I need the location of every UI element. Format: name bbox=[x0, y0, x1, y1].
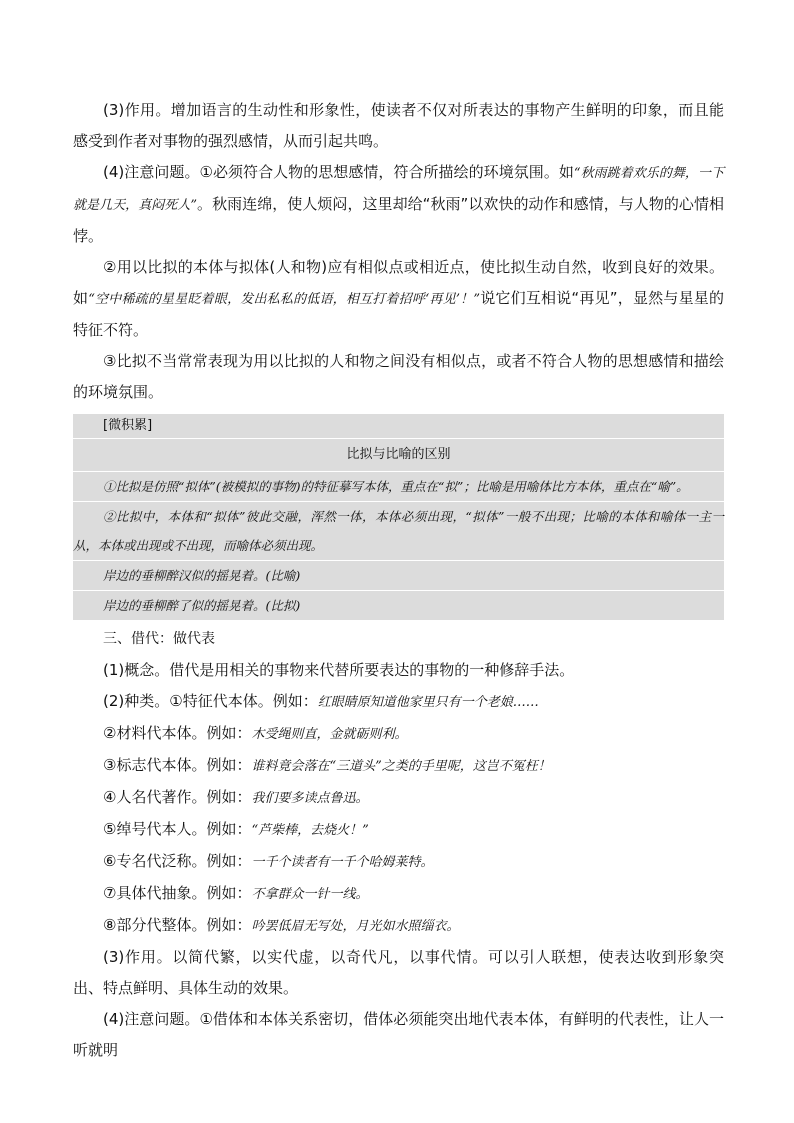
type-item: ②材料代本体。例如：木受绳则直，金就砺则利。 bbox=[103, 724, 408, 742]
box-row-3: 岸边的垂柳醉汉似的摇晃着。(比喻) bbox=[73, 561, 724, 591]
paragraph-notice-2 bbox=[73, 252, 724, 346]
section-heading: 三、借代：做代表 bbox=[103, 631, 215, 647]
paragraph-notice-3 bbox=[73, 346, 724, 408]
example-text: “芦柴棒，去烧火！” bbox=[251, 823, 369, 838]
type-item: ⑦具体代抽象。例如：不拿群众一针一线。 bbox=[103, 884, 369, 902]
example-text: 一千个读者有一千个哈姆莱特。 bbox=[251, 855, 434, 870]
types-list bbox=[73, 686, 724, 942]
example-text: 木受绳则直，金就砺则利。 bbox=[251, 727, 408, 742]
paragraph-notice bbox=[73, 157, 724, 252]
example-quote: “秋雨跳着欢乐的舞，一下就是几天，真闷死人” bbox=[73, 166, 724, 213]
paragraph-lead: ②用以比拟的本体与拟体(人和物)应有相似点或相近点，使比拟生动自然，收到良好的效果。如 bbox=[73, 258, 724, 307]
example-text: 吟罢低眉无写处，月光如水照缁衣。 bbox=[251, 919, 460, 934]
example-text: 我们要多读点鲁迅。 bbox=[251, 791, 369, 806]
document-body bbox=[73, 95, 724, 1066]
example-text: 红眼睛原知道他家里只有一个老娘…… bbox=[317, 695, 539, 710]
paragraph-concept: (1)概念。借代是用相关的事物来代替所要表达的事物的一种修辞手法。 bbox=[103, 661, 575, 679]
paragraph-text: (3)作用。增加语言的生动性和形象性，使读者不仅对所表达的事物产生鲜明的印象，而且能感受到作者对事物的强烈感情，从而引起共鸣。 bbox=[73, 101, 724, 150]
box-row-2: ②比拟中，本体和“拟体”彼此交融，浑然一体，本体必须出现，“拟体”一般不出现；比喻的本体和喻体一主一从，本体或出现或不出现，而喻体必须出现。 bbox=[73, 502, 724, 561]
box-row-1: ①比拟是仿照“拟体”(被模拟的事物)的特征摹写本体，重点在“拟”；比喻是用喻体比方本体，重点在“喻”。 bbox=[73, 472, 724, 502]
paragraph-effect-2: (3)作用。以简代繁，以实代虚，以奇代凡，以事代情。可以引人联想，使表达收到形象突出、特点鲜明、具体生动的效果。 bbox=[73, 948, 724, 997]
type-item: ⑤绰号代本人。例如：“芦柴棒，去烧火！” bbox=[103, 820, 369, 838]
paragraph-notice-4: (4)注意问题。①借体和本体关系密切，借体必须能突出地代表本体，有鲜明的代表性，让人一听就明 bbox=[73, 1010, 724, 1059]
example-text: 不拿群众一针一线。 bbox=[251, 887, 369, 902]
box-row-4: 岸边的垂柳醉了似的摇晃着。(比拟) bbox=[103, 598, 301, 613]
example-quote: “空中稀疏的星星眨着眼，发出私私的低语，相互打着招呼‘再见’！” bbox=[88, 292, 481, 307]
paragraph-tail: 说它们互相说“再见”，显然与星星的特征不符。 bbox=[73, 289, 724, 339]
type-item: ④人名代著作。例如：我们要多读点鲁迅。 bbox=[103, 788, 369, 806]
type-item: (2)种类。①特征代本体。例如：红眼睛原知道他家里只有一个老娘…… bbox=[103, 692, 539, 710]
paragraph-tail: 。秋雨连绵，使人烦闷，这里却给“秋雨”以欢快的动作和感情，与人物的心情相悖。 bbox=[73, 195, 724, 245]
box-tag: [微积累] bbox=[73, 414, 724, 439]
micro-accumulation-box bbox=[73, 414, 724, 620]
paragraph-lead: (4)注意问题。①必须符合人物的思想感情，符合所描绘的环境氛围。如 bbox=[103, 163, 574, 181]
type-item: ⑧部分代整体。例如：吟罢低眉无写处，月光如水照缁衣。 bbox=[103, 916, 460, 934]
type-item: ③标志代本体。例如：谁料竟会落在“三道头”之类的手里呢，这岂不冤枉！ bbox=[103, 756, 551, 774]
example-text: 谁料竟会落在“三道头”之类的手里呢，这岂不冤枉！ bbox=[251, 759, 551, 774]
type-item: ⑥专名代泛称。例如：一千个读者有一千个哈姆莱特。 bbox=[103, 852, 434, 870]
paragraph-effect bbox=[73, 95, 724, 157]
paragraph-text: ③比拟不当常常表现为用以比拟的人和物之间没有相似点，或者不符合人物的思想感情和描绘的环境氛围。 bbox=[73, 352, 724, 401]
box-title: 比拟与比喻的区别 bbox=[73, 439, 724, 472]
